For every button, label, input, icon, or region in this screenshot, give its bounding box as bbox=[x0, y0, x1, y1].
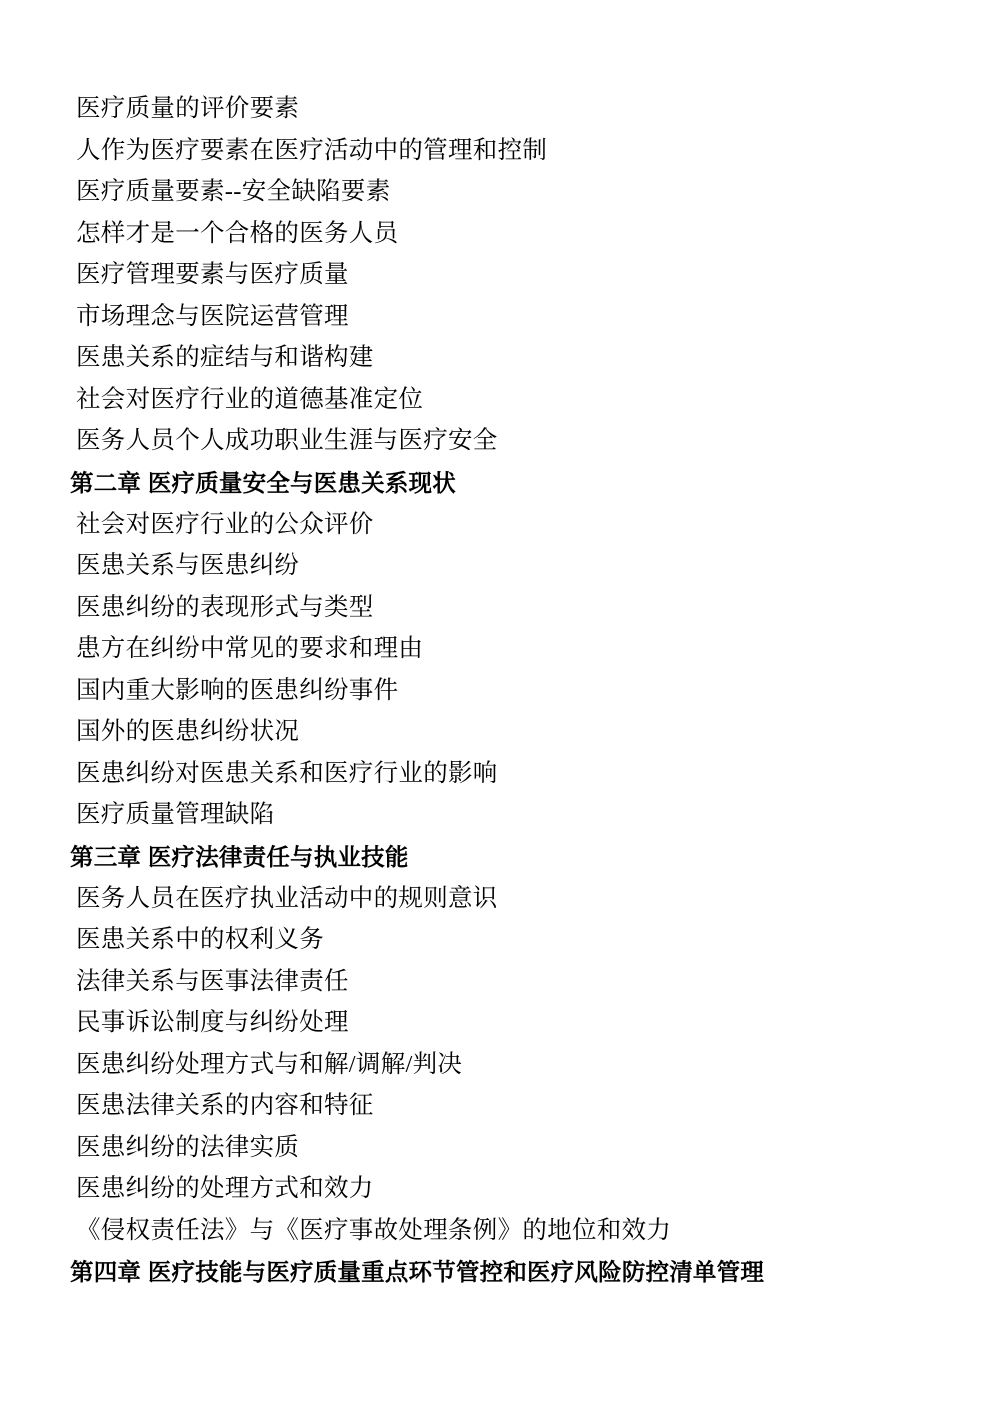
toc-entry: 医疗管理要素与医疗质量 bbox=[76, 261, 349, 288]
toc-entry: 人作为医疗要素在医疗活动中的管理和控制 bbox=[76, 136, 548, 164]
toc-entry: 国内重大影响的医患纠纷事件 bbox=[76, 676, 399, 704]
toc-entry: 医疗质量管理缺陷 bbox=[76, 801, 275, 828]
toc-entry: 医患纠纷的处理方式和效力 bbox=[76, 1175, 374, 1202]
toc-entry: 医患纠纷对医患关系和医疗行业的影响 bbox=[76, 759, 498, 787]
toc-entry: 医疗质量要素--安全缺陷要素 bbox=[76, 178, 391, 205]
toc-entry: 医患纠纷处理方式与和解/调解/判决 bbox=[76, 1050, 463, 1078]
toc-entry: 社会对医疗行业的道德基准定位 bbox=[76, 385, 424, 413]
toc-entry: 法律关系与医事法律责任 bbox=[76, 967, 349, 995]
chapter-heading: 第二章 医疗质量安全与医患关系现状 bbox=[70, 469, 456, 496]
toc-entry: 医患关系与医患纠纷 bbox=[76, 552, 300, 579]
toc-entry: 医疗质量的评价要素 bbox=[76, 95, 300, 122]
table-of-contents bbox=[70, 88, 930, 1293]
toc-entry: 患方在纠纷中常见的要求和理由 bbox=[76, 635, 424, 662]
chapter-heading: 第四章 医疗技能与医疗质量重点环节管控和医疗风险防控清单管理 bbox=[70, 1259, 765, 1285]
toc-entry: 医患法律关系的内容和特征 bbox=[76, 1092, 374, 1119]
chapter-heading: 第三章 医疗法律责任与执业技能 bbox=[70, 843, 409, 870]
toc-entry: 社会对医疗行业的公众评价 bbox=[76, 510, 374, 538]
toc-entry: 医患关系中的权利义务 bbox=[76, 926, 324, 953]
toc-entry: 医患纠纷的表现形式与类型 bbox=[76, 593, 374, 621]
toc-entry: 医务人员个人成功职业生涯与医疗安全 bbox=[76, 427, 498, 454]
toc-entry: 医务人员在医疗执业活动中的规则意识 bbox=[76, 884, 498, 912]
toc-entry: 市场理念与医院运营管理 bbox=[76, 302, 349, 330]
toc-entry: 《侵权责任法》与《医疗事故处理条例》的地位和效力 bbox=[76, 1216, 672, 1244]
toc-entry: 怎样才是一个合格的医务人员 bbox=[76, 219, 399, 247]
toc-entry: 医患纠纷的法律实质 bbox=[76, 1133, 300, 1161]
toc-entry: 国外的医患纠纷状况 bbox=[76, 718, 300, 745]
toc-entry: 医患关系的症结与和谐构建 bbox=[76, 344, 374, 371]
toc-entry: 民事诉讼制度与纠纷处理 bbox=[76, 1009, 349, 1036]
